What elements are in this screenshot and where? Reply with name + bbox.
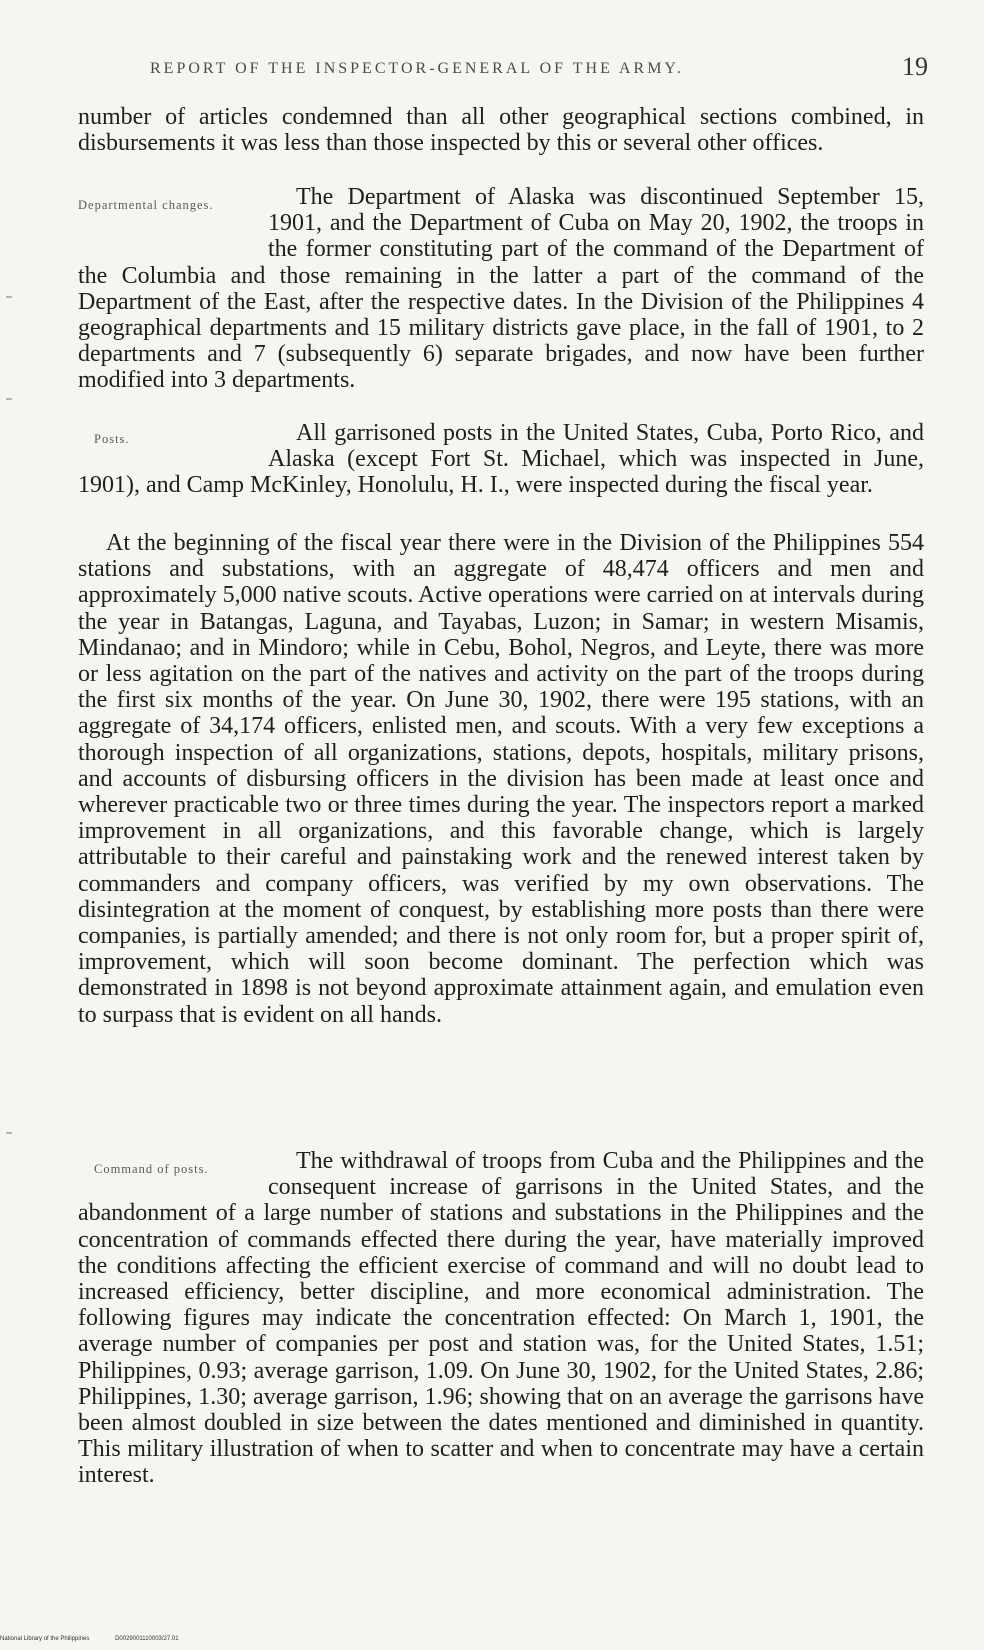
scan-mark [6, 398, 12, 400]
page-header [150, 52, 928, 86]
footer-id: D0029001110003/27.01 [115, 1636, 179, 1642]
scan-mark [6, 1132, 12, 1134]
running-head: REPORT OF THE INSPECTOR-GENERAL OF THE ARMY. [150, 60, 684, 77]
scan-mark [6, 296, 12, 298]
footer-source: National Library of the Philippines [0, 1636, 90, 1642]
scan-footer [0, 1636, 203, 1642]
section-posts [78, 420, 924, 499]
paragraph-posts: All garrisoned posts in the United States, Cuba, Porto Rico, and Alaska (except Fort St. Michael, which was inspected in June, 1901), and Camp McKinley, Honolulu, H. I., were inspected during the fiscal year. [78, 420, 924, 499]
section-command-of-posts [78, 1148, 924, 1489]
sidenote-spacer [78, 184, 268, 262]
section-departmental-changes [78, 184, 924, 394]
page-number: 19 [902, 52, 928, 81]
paragraph-continuation: number of articles condemned than all other geographical sections combined, in disbursements it was less than those inspected by this or several other offices. [78, 104, 924, 157]
sidenote-command-of-posts: Command of posts. [94, 1162, 209, 1176]
paragraph-command-of-posts: The withdrawal of troops from Cuba and the Philippines and the consequent increase of garrisons in the United States, and the abandonment of a large number of stations and substations in the Philippines and the concentration of commands effected there during the year, have materially improved the conditions affecting the efficient exercise of command and will no doubt lead to increased efficiency, better discipline, and more economical administration. The following figures may indicate the concentration effected: On March 1, 1901, the average number of companies per post and station was, for the United States, 1.51; Philippines, 0.93; average garrison, 1.09. On June 30, 1902, for the United States, 2.86; Philippines, 1.30; average garrison, 1.96; showing that on an average the garrisons have been almost doubled in size between the dates mentioned and diminished in quantity. This military illustration of when to scatter and when to concentrate may have a certain interest. [78, 1148, 924, 1489]
paragraph-philippines-stations: At the beginning of the fiscal year there were in the Division of the Philippines 554 stations and substations, with an aggregate of 48,474 officers and men and approximately 5,000 native scouts. Active operations were carried on at intervals during the year in Batangas, Laguna, and Tayabas, Luzon; in Samar; in western Misamis, Mindanao; and in Mindoro; while in Cebu, Bohol, Negros, and Leyte, there was more or less agitation on the part of the natives and activity on the part of the troops during the first six months of the year. On June 30, 1902, there were 195 stations, with an aggregate of 34,174 officers, enlisted men, and scouts. With a very few exceptions a thorough inspection of all organizations, stations, depots, hospitals, military prisons, and accounts of disbursing officers in the division has been made at least once and wherever practicable two or three times during the year. The inspectors report a marked improvement in all organizations, and this favorable change, which is largely attributable to their careful and painstaking work and the renewed interest taken by commanders and company officers, was verified by my own observations. The disintegration at the moment of conquest, by establishing more posts than there were companies, is partially amended; and there is not only room for, but a proper spirit of, improvement, which will soon become dominant. The perfection which was demonstrated in 1898 is not beyond approximate attainment again, and emulation even to surpass that is evident on all hands. [78, 530, 924, 1028]
paragraph-departmental-changes: The Department of Alaska was discontinued September 15, 1901, and the Department of Cuba on May 20, 1902, the troops in the former constituting part of the command of the Department of the Columbia and those remaining in the latter a part of the command of the Department of the East, after the respective dates. In the Division of the Philippines 4 geographical departments and 15 military districts gave place, in the fall of 1901, to 2 departments and 7 (subsequently 6) separate brigades, and now have been further modified into 3 departments. [78, 184, 924, 394]
sidenote-departmental-changes: Departmental changes. [78, 198, 214, 212]
sidenote-spacer [78, 420, 268, 472]
sidenote-posts: Posts. [94, 432, 130, 446]
